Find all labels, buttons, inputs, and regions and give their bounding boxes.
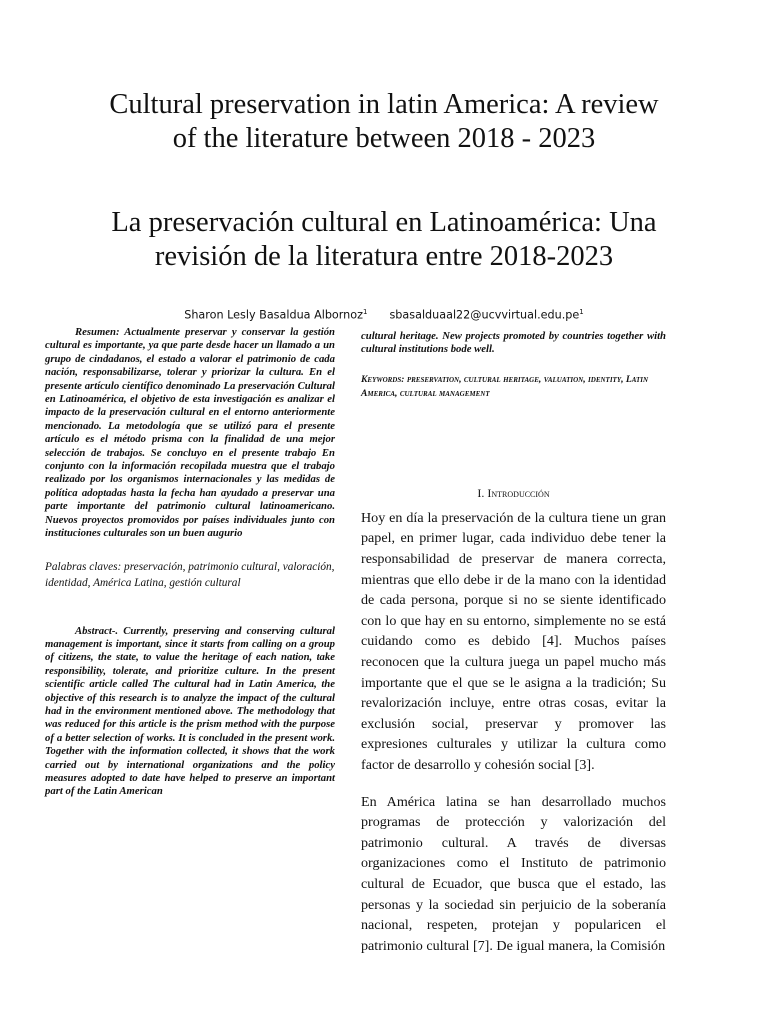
author-affiliation-mark: 1 <box>363 308 368 316</box>
intro-paragraph-2: En América latina se han desarrollado muchos programas de protección y valorización del patrimonio cultural. A través de diversas organizaciones como el Instituto de patrimonio cultural de Ecuador, que busca que el estado, las personas y la sociedad sin perjuicio de la soberanía nacional, respeten, protejan y popularicen el patrimonio cultural [7]. De igual manera, la Comisión <box>361 793 666 954</box>
paper-title-english: Cultural preservation in latin America: A review of the literature between 2018 - 2023 <box>109 89 659 154</box>
author-name: Sharon Lesly Basaldua Albornoz <box>184 308 363 322</box>
right-column <box>361 330 666 956</box>
section-heading: I. Introducción <box>477 485 550 500</box>
abstract-paragraph: Abstract-. Currently, preserving and conserving cultural management is important, since it starts from calling on a group of citizens, the state, to value the heritage of each nation, take responsibility, tolerate, and prioritize culture. In the present scientific article called The cultural had in Latin America, the objective of this research is to analyze the impact of the cultural had in the environment mentioned above. The methodology that was reduced for this article is the prism method with the purpose of a better selection of works. It is concluded in the present work. Together with the information collected, it shows that the work carried out by international organizations and the policy measures adopted to date have helped to preserve an important part of the Latin American <box>45 624 335 798</box>
abstract-continuation: cultural heritage. New projects promoted by countries together with cultural institutions bode well. <box>361 330 666 356</box>
left-column <box>45 326 335 799</box>
paper-title-spanish: La preservación cultural en Latinoamérica: Una revisión de la literatura entre 2018-2023 <box>111 207 657 272</box>
author-email[interactable]: sbasalduaal22@ucvvirtual.edu.pe <box>389 308 580 322</box>
resumen-paragraph: Resumen: Actualmente preservar y conservar la gestión cultural es importante, ya que parte desde hacer un llamado a un grupo de cindadanos, el estado a valorar el patrimonio de cada nación, responsabilizarse, tolerar y priorizar la cultura. En el presente artículo científico denominado La preservación Cultural en Latinoamérica, el objetivo de esta investigación es analizar el impacto de la preservación cultural en el entorno anteriormente mencionado. La metodología que se utilizó para el presente artículo es el método prisma con la finalidad de una mejor selección de trabajos. Se concluyo en el presente trabajo En conjunto con la información recopilada muestra que el trabajo realizado por los organismos internacionales y las medidas de política adoptadas hasta la fecha han ayudado a preservar una parte importante del patrimonio cultural latinoamericano. Nuevos proyectos promovidos por países individuales junto con instituciones culturales son un buen augurio <box>45 326 335 540</box>
keywords-english: Keywords: preservation, cultural heritage, valuation, identity, Latin America, cultural management <box>361 373 649 399</box>
palabras-claves: Palabras claves: preservación, patrimonio cultural, valoración, identidad, América Latina, gestión cultural <box>45 560 335 589</box>
author-line <box>0 305 768 323</box>
email-affiliation-mark: 1 <box>579 308 584 316</box>
intro-paragraph-1: Hoy en día la preservación de la cultura tiene un gran papel, en primer lugar, cada individuo debe tener la responsabilidad de preservar de manera correcta, mientras que ello debe ir de la mano con la identidad de cada persona, porque si no se siente identificado con lo que hay en su entorno, simplemente no se está cuidando como es debido [4]. Muchos países reconocen que la cultura juega un papel mucho más importante que el que se le asigna a la tradición; Su revalorización incluye, entre otras cosas, evitar la exclusión social, preservar y promover las expresiones culturales y utilizar la cultura como factor de desarrollo y cohesión social [3]. <box>361 509 666 773</box>
